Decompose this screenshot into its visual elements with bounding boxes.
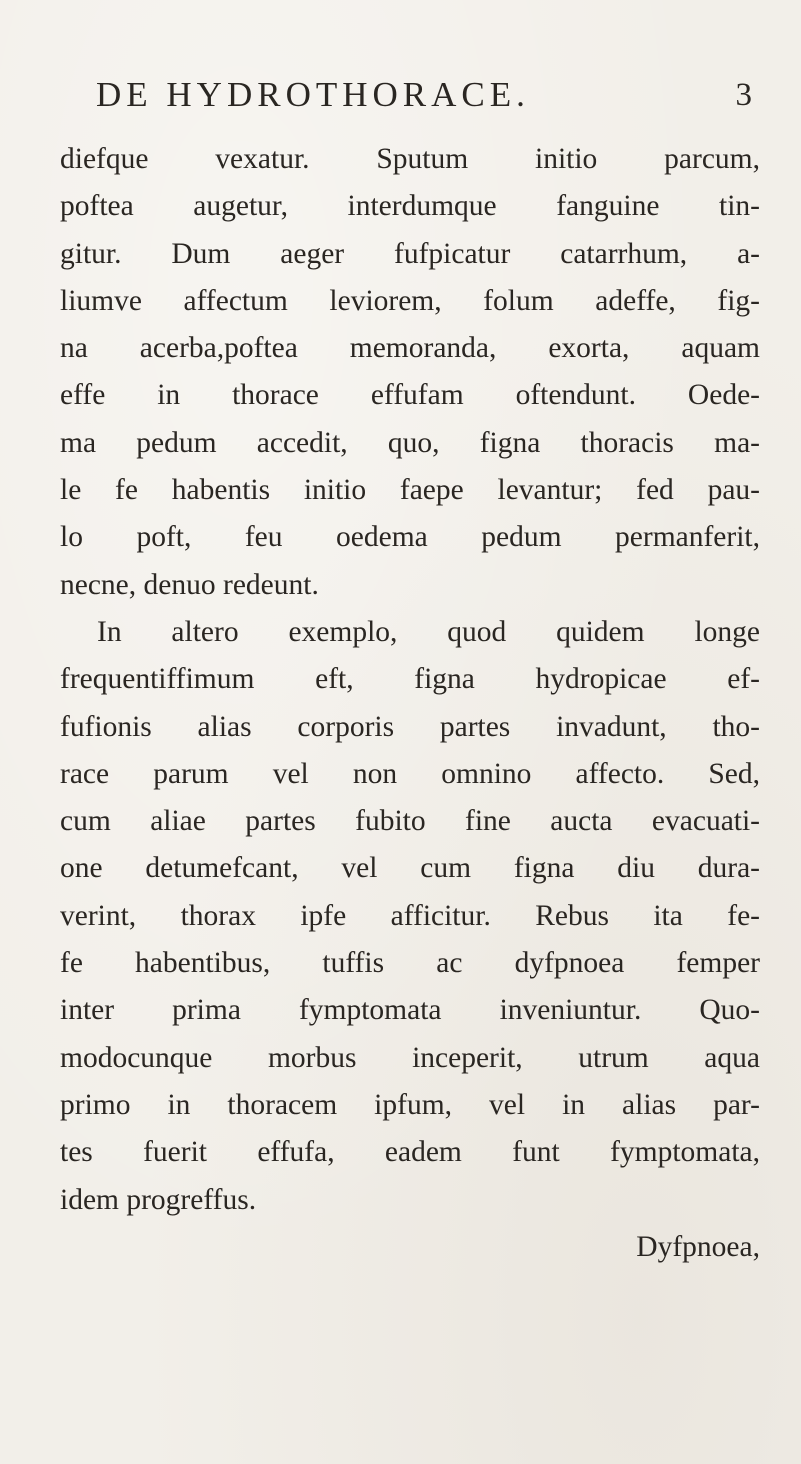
text-line: fe habentibus, tuffis ac dyfpnoea femper	[60, 947, 760, 980]
text-line: primo in thoracem ipfum, vel in alias par-	[60, 1088, 760, 1121]
text-line: race parum vel non omnino affecto. Sed,	[60, 757, 760, 790]
text-line: cum aliae partes fubito fine aucta evacuati-	[60, 805, 760, 838]
text-line: diefque vexatur. Sputum initio parcum,	[60, 143, 760, 175]
text-line: tes fuerit effufa, eadem funt fymptomata,	[60, 1136, 760, 1169]
page-number: 3	[735, 77, 752, 113]
text-line: le fe habentis initio faepe levantur; fed pau-	[60, 474, 760, 507]
text-line: poftea augetur, interdumque fanguine tin-	[60, 190, 760, 223]
text-line-paragraph-end: necne, denuo redeunt.	[60, 568, 319, 601]
text-line: verint, thorax ipfe afficitur. Rebus ita fe-	[60, 899, 760, 932]
text-line: modocunque morbus inceperit, utrum aqua	[60, 1041, 760, 1074]
text-line: ma pedum accedit, quo, figna thoracis ma-	[60, 426, 760, 459]
text-line: effe in thorace effufam oftendunt. Oede-	[60, 379, 760, 412]
running-title: DE HYDROTHORACE.	[96, 75, 530, 114]
text-line: na acerba,poftea memoranda, exorta, aquam	[60, 332, 760, 365]
body-text	[60, 136, 760, 1271]
text-line: gitur. Dum aeger fufpicatur catarrhum, a-	[60, 237, 760, 270]
text-line: inter prima fymptomata inveniuntur. Quo-	[60, 994, 760, 1027]
text-line: one detumefcant, vel cum figna diu dura-	[60, 852, 760, 885]
running-head	[96, 70, 756, 120]
text-line: fufionis alias corporis partes invadunt, tho-	[60, 710, 760, 743]
text-line-paragraph-start: In altero exemplo, quod quidem longe	[97, 615, 760, 648]
text-line: liumve affectum leviorem, folum adeffe, fig-	[60, 284, 760, 317]
text-line-paragraph-end: idem progreffus.	[60, 1183, 257, 1216]
text-line: lo poft, feu oedema pedum permanferit,	[60, 521, 760, 554]
catchword: Dyfpnoea,	[636, 1230, 760, 1263]
text-line: frequentiffimum eft, figna hydropicae ef-	[60, 663, 760, 696]
